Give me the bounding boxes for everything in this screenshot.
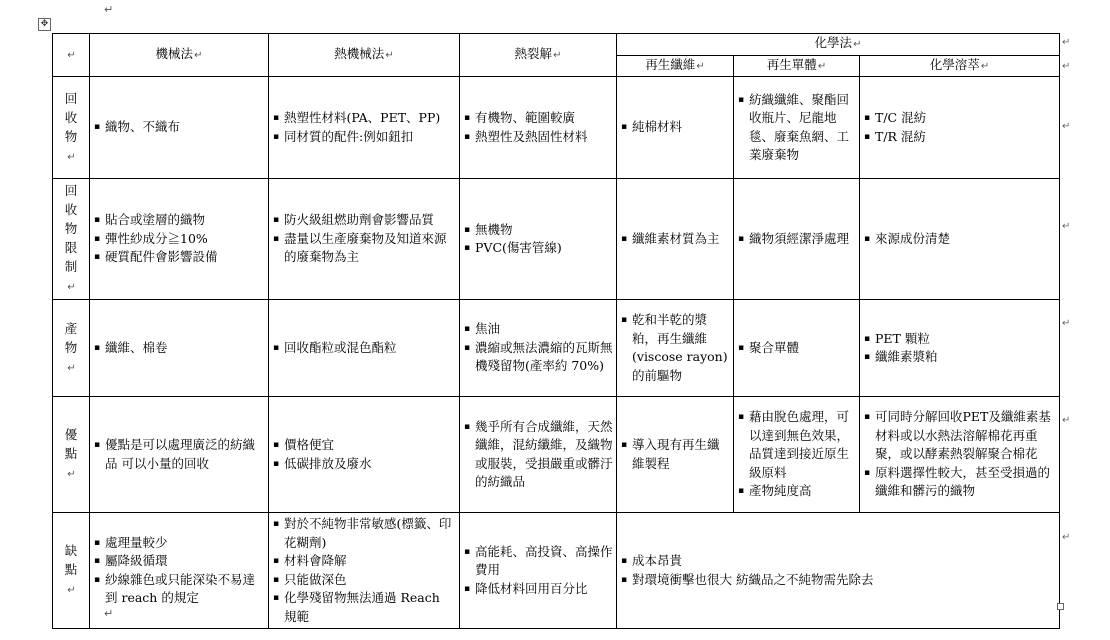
- table-resize-handle[interactable]: [1057, 603, 1064, 610]
- cell: [734, 300, 860, 397]
- list-item: ▪ 熱塑性材料(PA、PET、PP): [272, 109, 456, 128]
- list-item: ▪ 盡量以生產廢棄物及知道來源的廢棄物為主: [272, 230, 456, 267]
- header-chemical: 化學法↵: [617, 34, 1060, 56]
- list-item: ▪ PVC(傷害管線): [463, 239, 613, 258]
- list-item: ▪ 原料選擇性較大，甚至受損過的纖維和髒污的織物: [863, 464, 1056, 501]
- list-item: ▪ 產物純度高: [737, 482, 856, 501]
- table-move-handle-icon[interactable]: ✥: [38, 18, 51, 31]
- cell: [460, 397, 617, 513]
- list-item: ▪ 防火級組燃助劑會影響品質: [272, 211, 456, 230]
- header-corner-cell: ↵: [53, 34, 90, 77]
- list-item: ▪ 無機物: [463, 221, 613, 240]
- row-label: 優點↵: [53, 397, 90, 513]
- list-item: ▪ 紗線雜色或只能深染不易達到 reach 的規定: [93, 571, 265, 608]
- list-item: ▪ 來源成份清楚: [863, 230, 1056, 249]
- list-item: ▪ 貼合或塗層的織物: [93, 211, 265, 230]
- cell: [617, 77, 734, 179]
- list-item: ▪ T/R 混紡: [863, 128, 1056, 147]
- cell: [90, 397, 269, 513]
- cell-chemical-merged: [617, 513, 1060, 629]
- header-regenerated-fiber: 再生纖維↵: [617, 55, 734, 77]
- row-label: 回收物↵: [53, 77, 90, 179]
- row-end-mark: ↵: [1062, 37, 1071, 48]
- cell: [460, 513, 617, 629]
- list-item: ▪ 藉由脫色處理，可以達到無色效果，品質達到接近原生級原料: [737, 408, 856, 482]
- list-item: ▪ 乾和半乾的漿粕，再生纖維(viscose rayon)的前驅物: [620, 311, 730, 385]
- paragraph-mark-top: ↵: [104, 3, 114, 16]
- list-item: ▪ 纖維素材質為主: [620, 230, 730, 249]
- list-item: ▪ 有機物、範圍較廣: [463, 109, 613, 128]
- row-end-mark: ↵: [1062, 61, 1071, 72]
- cell: [734, 179, 860, 300]
- list-item: ▪ 織物、不織布: [93, 118, 265, 137]
- cell: [617, 300, 734, 397]
- list-item: ▪ 純棉材料: [620, 118, 730, 137]
- row-label: 產物↵: [53, 300, 90, 397]
- list-item: ▪ 紡織纖維、聚酯回收瓶片、尼龍地毯、廢棄魚網、工業廢棄物: [737, 91, 856, 165]
- cell: [460, 77, 617, 179]
- cell: [269, 513, 460, 629]
- row-recyclables: [53, 77, 1060, 179]
- list-item: ▪ 低碳排放及廢水: [272, 455, 456, 474]
- row-end-mark: ↵: [1062, 318, 1071, 329]
- paragraph-mark-bottom: ↵: [104, 607, 114, 620]
- header-chemical-extraction: 化學溶萃↵: [860, 55, 1060, 77]
- row-advantages: [53, 397, 1060, 513]
- list-item: ▪ 濃縮或無法濃縮的瓦斯無機殘留物(產率約 70%): [463, 339, 613, 376]
- cell: [269, 397, 460, 513]
- header-mechanical: 機械法↵: [90, 34, 269, 77]
- cell: [269, 300, 460, 397]
- list-item: ▪ 焦油: [463, 320, 613, 339]
- list-item: ▪ 只能做深色: [272, 571, 456, 590]
- row-label: 回收物限制↵: [53, 179, 90, 300]
- cell: [460, 300, 617, 397]
- cell: [860, 300, 1060, 397]
- list-item: ▪ 聚合單體: [737, 339, 856, 358]
- list-item: ▪ 纖維、棉卷: [93, 339, 265, 358]
- list-item: ▪ T/C 混紡: [863, 109, 1056, 128]
- list-item: ▪ 同材質的配件:例如鈕扣: [272, 128, 456, 147]
- cell: [269, 179, 460, 300]
- cell: [617, 179, 734, 300]
- list-item: ▪ 高能耗、高投資、高操作費用: [463, 543, 613, 580]
- list-item: ▪ 導入現有再生纖維製程: [620, 436, 730, 473]
- cell: [269, 77, 460, 179]
- cell: [860, 179, 1060, 300]
- list-item: ▪ 彈性紗成分≧10%: [93, 230, 265, 249]
- list-item: ▪ 幾乎所有合成纖維，天然纖維，混紡纖維，及織物或服裝，受損嚴重或髒汙的紡織品: [463, 418, 613, 492]
- header-row: [53, 34, 1060, 56]
- cell: [734, 77, 860, 179]
- row-end-mark: ↵: [1062, 532, 1071, 543]
- list-item: ▪ 對環境衝擊也很大 紡織品之不純物需先除去: [620, 571, 1056, 590]
- cell: [617, 397, 734, 513]
- list-item: ▪ 硬質配件會影響設備: [93, 248, 265, 267]
- list-item: ▪ PET 顆粒: [863, 330, 1056, 349]
- row-end-mark: ↵: [1062, 121, 1071, 132]
- list-item: ▪ 纖維素漿粕: [863, 348, 1056, 367]
- list-item: ▪ 處理量較少: [93, 534, 265, 553]
- cell: [460, 179, 617, 300]
- list-item: ▪ 材料會降解: [272, 552, 456, 571]
- list-item: ▪ 屬降級循環: [93, 552, 265, 571]
- header-thermo-mechanical: 熱機械法↵: [269, 34, 460, 77]
- list-item: ▪ 化學殘留物無法通過 Reach 規範: [272, 589, 456, 626]
- list-item: ▪ 回收酯粒或混色酯粒: [272, 339, 456, 358]
- cell: [90, 300, 269, 397]
- list-item: ▪ 熱塑性及熱固性材料: [463, 128, 613, 147]
- cell: [90, 513, 269, 629]
- row-end-mark: ↵: [1062, 415, 1071, 426]
- recycling-methods-table: [52, 33, 1060, 629]
- cell: [90, 77, 269, 179]
- list-item: ▪ 價格便宜: [272, 436, 456, 455]
- list-item: ▪ 對於不純物非常敏感(標籤、印花糊劑): [272, 515, 456, 552]
- row-disadvantages: [53, 513, 1060, 629]
- list-item: ▪ 可同時分解回收PET及纖維素基材料或以水熱法溶解棉花再重聚，或以酵素熱裂解聚合棉花: [863, 408, 1056, 464]
- row-restrictions: [53, 179, 1060, 300]
- list-item: ▪ 成本昂貴: [620, 552, 1056, 571]
- list-item: ▪ 降低材料回用百分比: [463, 580, 613, 599]
- list-item: ▪ 織物須經潔淨處理: [737, 230, 856, 249]
- header-pyrolysis: 熱裂解↵: [460, 34, 617, 77]
- row-products: [53, 300, 1060, 397]
- row-end-mark: ↵: [1062, 221, 1071, 232]
- list-item: ▪ 優點是可以處理廣泛的紡織品 可以小量的回收: [93, 436, 265, 473]
- cell: [860, 397, 1060, 513]
- cell: [734, 397, 860, 513]
- header-regenerated-monomer: 再生單體↵: [734, 55, 860, 77]
- cell: [90, 179, 269, 300]
- cell: [860, 77, 1060, 179]
- row-label: 缺點↵: [53, 513, 90, 629]
